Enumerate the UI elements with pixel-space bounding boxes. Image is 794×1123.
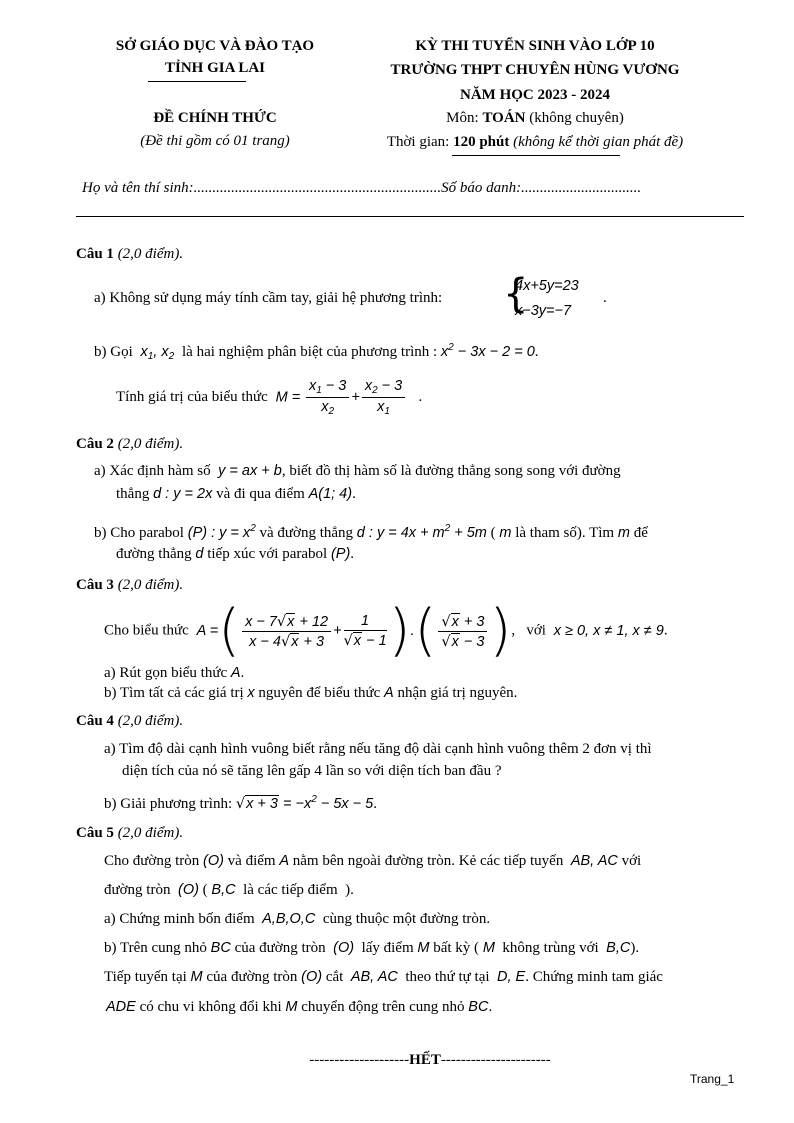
q2a-line2: thẳng d : y = 2x và đi qua điểm A(1; 4). xyxy=(116,486,356,502)
candidate-info xyxy=(82,180,641,197)
time-underline xyxy=(452,155,620,156)
q1b-roots: $x_1$, $x_2$ xyxy=(136,344,175,362)
subject-line: Môn: TOÁN (không chuyên) xyxy=(446,110,624,126)
q3-condition: x ≥ 0, x ≠ 1, x ≠ 9 xyxy=(549,623,664,639)
q2a-line1: a) Xác định hàm số y = ax + b, biết đồ thị hàm số là đường thẳng song song với đường xyxy=(94,463,621,479)
q4a-line2: diện tích của nó sẽ tăng lên gấp 4 lần so với diện tích ban đầu ? xyxy=(122,763,502,779)
department-name: SỞ GIÁO DỤC VÀ ĐÀO TẠO xyxy=(115,38,315,54)
province-name: TỈNH GIA LAI xyxy=(164,60,266,76)
time-line: Thời gian: 120 phút (không kể thời gian phát đề) xyxy=(386,134,684,150)
q3-heading: Câu 3 (2,0 điểm). xyxy=(76,577,184,593)
candidate-name-field: .................................................................. xyxy=(193,180,442,196)
candidate-name-label: Họ và tên thí sinh: xyxy=(82,180,194,196)
subject-name: TOÁN xyxy=(482,110,526,126)
exam-title: KỲ THI TUYỂN SINH VÀO LỚP 10 xyxy=(415,38,655,54)
school-name: TRƯỜNG THPT CHUYÊN HÙNG VƯƠNG xyxy=(390,62,680,78)
q1b: b) Gọi $x_1$, $x_2$ là hai nghiệm phân biệt của phương trình : $x^2 - 3x - 2 = 0$. xyxy=(94,342,539,362)
q5-line3: a) Chứng minh bốn điểm A,B,O,C cùng thuộc một đường tròn. xyxy=(104,911,491,927)
q3-expression: Cho biểu thức A =( $\frac{x - 7√x + 12}{x - 4√x + 3}$ + $\frac{1}{√x - 1}$ ).( $\frac{√x + 3}{√x - 3}$ ), với x ≥ 0, x ≠ 1, x ≠ 9. xyxy=(104,598,668,663)
q4-heading: Câu 4 (2,0 điểm). xyxy=(76,713,184,729)
q2-heading: Câu 2 (2,0 điểm). xyxy=(76,436,184,452)
q1a-eq2: x−3y=−7 xyxy=(515,303,572,319)
pages-note: (Đề thi gồm có 01 trang) xyxy=(140,133,290,149)
q3a: a) Rút gọn biểu thức A. xyxy=(104,665,245,681)
header-divider xyxy=(76,216,744,217)
time-value: 120 phút xyxy=(453,134,510,150)
q5-line6: ADE có chu vi không đổi khi M chuyển động trên cung nhỏ BC. xyxy=(106,999,493,1015)
q5-line5: Tiếp tuyến tại M của đường tròn (O) cắt AB, AC theo thứ tự tại D, E. Chứng minh tam giác xyxy=(104,969,663,985)
end-marker: --------------------HẾT---------------------- xyxy=(309,1052,551,1068)
q1a: a) Không sử dụng máy tính cầm tay, giải hệ phương trình: xyxy=(94,290,443,306)
candidate-id-field: ................................ xyxy=(521,180,642,196)
official-exam-label: ĐỀ CHÍNH THỨC xyxy=(153,110,277,126)
q5-line1: Cho đường tròn (O) và điểm A nằm bên ngoài đường tròn. Kẻ các tiếp tuyến AB, AC với xyxy=(104,853,642,869)
province-underline xyxy=(148,81,246,82)
q1b-expression: Tính giá trị của biểu thức M = $\frac{x_1 - 3}{x_2}$ + $\frac{x_2 - 3}{x_1}$ . xyxy=(116,378,423,417)
q1b-equation: $x^2 - 3x - 2 = 0$ xyxy=(440,342,535,360)
q5-line2: đường tròn (O) ( B,C là các tiếp điểm ). xyxy=(104,882,354,898)
school-year: NĂM HỌC 2023 - 2024 xyxy=(460,87,610,103)
q2b-line2: đường thẳng d tiếp xúc với parabol (P). xyxy=(116,546,355,562)
q4b: b) Giải phương trình: $√x + 3 = -x^2 - 5x - 5$. xyxy=(104,794,377,812)
q4a-line1: a) Tìm độ dài cạnh hình vuông biết rằng nếu tăng độ dài cạnh hình vuông thêm 2 đơn vị thì xyxy=(104,741,652,757)
q3b: b) Tìm tất cả các giá trị x nguyên để biểu thức A nhận giá trị nguyên. xyxy=(104,685,518,701)
q1a-eq1: 4x+5y=23 xyxy=(515,278,579,294)
q1-heading: Câu 1 (2,0 điểm). xyxy=(76,246,184,262)
q2b-line1: b) Cho parabol (P) : $y = x^2$ và đường thẳng d : $y = 4x + m^2 + 5m$ ( m là tham số). Tìm m để xyxy=(94,523,648,541)
q5-line4: b) Trên cung nhỏ BC của đường tròn (O) lấy điểm M bất kỳ ( M không trùng với B,C). xyxy=(104,940,640,956)
page-number: Trang_1 xyxy=(690,1072,735,1086)
candidate-id-label: Số báo danh: xyxy=(441,180,522,196)
q5-heading: Câu 5 (2,0 điểm). xyxy=(76,825,184,841)
